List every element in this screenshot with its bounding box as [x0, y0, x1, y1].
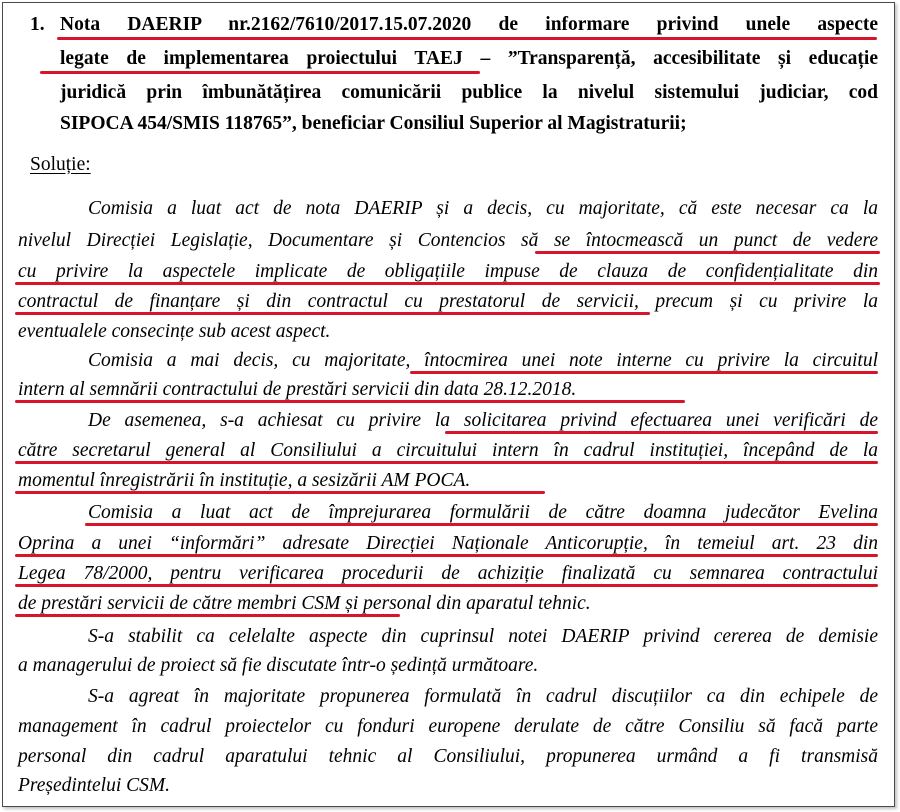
solution-label: Soluție:	[30, 154, 91, 175]
highlight-mark	[15, 461, 878, 464]
para1-line-5: eventualele consecințe sub acest aspect.	[18, 321, 331, 342]
item-number: 1.	[30, 14, 45, 35]
highlight-mark	[410, 371, 878, 374]
para4-line-1: Comisia a luat act de împrejurarea formulării de către doamna judecător Evelina	[88, 502, 878, 523]
para3-line-3: momentul înregistrării în instituție, a sesizării AM POCA.	[18, 470, 471, 491]
para5-line-1: S-a stabilit ca celelalte aspecte din cuprinsul notei DAERIP privind cererea de demisie	[88, 626, 878, 647]
para1-line-2: nivelul Direcției Legislație, Documentare și Contencios să se întocmească un punct de vedere	[18, 230, 878, 251]
para1-line-1: Comisia a luat act de nota DAERIP și a decis, cu majoritate, că este necesar ca la	[88, 198, 878, 219]
para4-line-2: Oprina a unei “informări” adresate Direcției Naționale Anticorupție, în temeiul art. 23 din	[18, 533, 878, 554]
para6-line-4: Președintelui CSM.	[18, 775, 171, 796]
para2-line-1: Comisia a mai decis, cu majoritate, întocmirea unei note interne cu privire la circuitul	[88, 350, 878, 371]
para4-line-3: Legea 78/2000, pentru verificarea procedurii de achiziție finalizată cu semnarea contractului	[18, 563, 878, 584]
para4-line-4: de prestări servicii de către membri CSM și personal din aparatul tehnic.	[18, 593, 591, 614]
highlight-mark	[15, 400, 685, 403]
highlight-mark	[15, 554, 878, 557]
highlight-mark	[15, 584, 878, 587]
para6-line-1: S-a agreat în majoritate propunerea formulată în cadrul discuțiilor ca din echipele de	[88, 686, 878, 707]
highlight-mark	[15, 312, 650, 315]
heading-line-4: SIPOCA 454/SMIS 118765”, beneficiar Consiliul Superior al Magistraturii;	[60, 113, 687, 134]
para3-line-1: De asemenea, s-a achiesat cu privire la solicitarea privind efectuarea unei verificări de	[88, 410, 878, 431]
para1-line-4: contractul de finanțare și din contractul cu prestatorul de servicii, precum și cu privire la	[18, 291, 878, 312]
highlight-mark	[445, 431, 878, 434]
para6-line-3: personal din cadrul aparatului tehnic al Consiliului, propunerea urmând a fi transmisă	[18, 746, 878, 767]
para2-line-2: intern al semnării contractului de prestări servicii din data 28.12.2018.	[18, 379, 577, 400]
heading-line-3: juridică prin îmbunătățirea comunicării publice la nivelul sistemului judiciar, cod	[60, 82, 878, 103]
para1-line-3: cu privire la aspectele implicate de obligațiile impuse de clauza de confidențialitate din	[18, 261, 878, 282]
heading-line-2: legate de implementarea proiectului TAEJ – ”Transparență, accesibilitate și educație	[60, 48, 878, 69]
para3-line-2: către secretarul general al Consiliului a circuitului intern în cadrul instituției, începând de la	[18, 440, 878, 461]
highlight-mark	[15, 282, 880, 285]
highlight-mark	[535, 251, 880, 254]
highlight-mark	[40, 71, 480, 74]
para5-line-2: a managerului de proiect să fie discutate într-o ședință următoare.	[18, 655, 539, 676]
highlight-mark	[15, 491, 545, 494]
heading-line-1: Nota DAERIP nr.2162/7610/2017.15.07.2020 de informare privind unele aspecte	[60, 14, 878, 35]
highlight-mark	[85, 523, 878, 526]
highlight-mark	[15, 614, 400, 617]
para6-line-2: management în cadrul proiectelor cu fonduri europene derulate de către Consiliu să facă parte	[18, 716, 878, 737]
highlight-mark	[57, 37, 877, 40]
